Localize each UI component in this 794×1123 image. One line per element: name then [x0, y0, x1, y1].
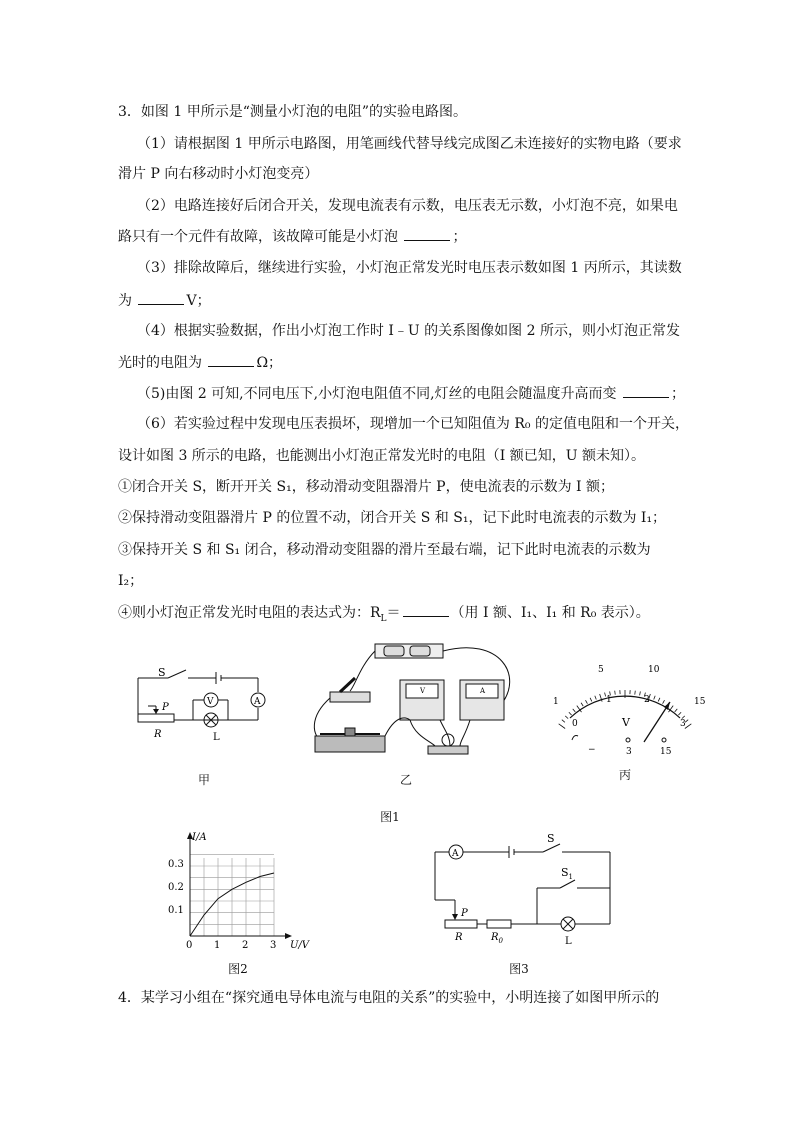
dial-tick	[685, 724, 691, 729]
label-S: S	[158, 666, 166, 679]
dial-tick	[569, 712, 572, 715]
graph-xlabel: U/V	[290, 940, 310, 951]
ammeter-label: A	[480, 687, 486, 695]
physical-circuit-yi	[300, 636, 530, 764]
svg-text:L: L	[565, 936, 572, 947]
q3-part3-line2: 为 V；	[118, 290, 211, 311]
dial-tick	[663, 700, 665, 704]
svg-text:R: R	[455, 932, 463, 943]
q3-part5: （5)由图 2 可知,不同电压下,小灯泡电阻值不同,灯丝的电阻会随温度升高而变 ；	[137, 383, 685, 404]
dial-tick	[590, 698, 592, 702]
dial-tick	[615, 691, 616, 695]
q3-step3-line1: ③保持开关 S 和 S₁ 闭合，移动滑动变阻器的滑片至最右端，记下此时电流表的示数为	[118, 542, 651, 558]
dial-tick	[565, 716, 568, 719]
q3-part2-line2: 路只有一个元件有故障，该故障可能是小灯泡 ；	[118, 226, 466, 247]
svg-text:5: 5	[598, 665, 604, 675]
q3-part4-line2: 光时的电阻为 Ω；	[118, 352, 282, 373]
svg-text:−: −	[588, 745, 596, 755]
dial-tick	[559, 724, 565, 729]
svg-text:0: 0	[572, 719, 578, 729]
q3-part6-line2: 设计如图 3 所示的电路，也能测出小灯泡正常发光时的电阻（I 额已知，U 额未知）。	[118, 448, 646, 464]
answer-blank[interactable]	[623, 383, 669, 398]
svg-text:P: P	[461, 908, 468, 919]
label-V: V	[207, 697, 214, 707]
svg-text:15: 15	[694, 697, 706, 707]
label-P: P	[162, 702, 169, 713]
q3-part2-text: 路只有一个元件有故障，该故障可能是小灯泡	[118, 229, 398, 245]
q3-part6-line1: （6）若实验过程中发现电压表损坏，现增加一个已知阻值为 R₀ 的定值电阻和一个开关，	[137, 416, 689, 432]
xtick: 0	[186, 940, 193, 951]
q3-part2-line1: （2）电路连接好后闭合开关，发现电流表有示数，电压表无示数，小灯泡不亮，如果电	[137, 198, 678, 214]
q3-title: 3．如图 1 甲所示是“测量小灯泡的电阻”的实验电路图。	[118, 104, 468, 120]
svg-text:A: A	[452, 849, 459, 859]
caption-yi: 乙	[399, 773, 412, 787]
dial-tick	[635, 691, 636, 695]
svg-text:V: V	[622, 716, 630, 729]
graph-ylabel: I/A	[192, 832, 207, 843]
q3-step3-line2: I₂；	[118, 573, 144, 589]
svg-text:S: S	[547, 832, 555, 845]
ytick: 0.3	[168, 859, 184, 870]
dial-tick	[658, 698, 660, 702]
answer-blank[interactable]	[208, 352, 254, 367]
dial-tick	[562, 720, 565, 723]
dial-tick	[654, 696, 655, 700]
dial-tick	[573, 709, 576, 712]
label-R: R	[154, 729, 162, 740]
q3-step4: ④则小灯泡正常发光时电阻的表达式为：$R_L=$ （用 I 额、I₁、I₁ 和 R₀ 表示）。	[118, 602, 650, 629]
label-L: L	[213, 732, 220, 740]
q3-part1-line2: 滑片 P 向右移动时小灯泡变亮）	[118, 166, 319, 182]
q3-part3-line1: （3）排除故障后，继续进行实验，小灯泡正常发光时电压表示数如图 1 丙所示，其读数	[137, 260, 682, 276]
caption-fig3: 图3	[509, 962, 529, 976]
q3-step1: ①闭合开关 S，断开开关 S₁，移动滑动变阻器滑片 P，使电流表的示数为 I 额；	[118, 479, 614, 495]
svg-text:3: 3	[626, 747, 632, 757]
q4-text: 4．某学习小组在“探究通电导体电流与电阻的关系”的实验中，小明连接了如图甲所示的	[118, 990, 660, 1006]
iu-graph	[162, 828, 322, 953]
caption-fig2: 图2	[228, 962, 248, 976]
answer-blank[interactable]	[403, 602, 449, 617]
caption-jia: 甲	[197, 773, 210, 787]
xtick: 1	[214, 940, 221, 951]
svg-text:15: 15	[660, 747, 672, 757]
xtick: 3	[270, 940, 277, 951]
ytick: 0.1	[168, 905, 184, 916]
svg-text:10: 10	[648, 665, 660, 675]
svg-text:2: 2	[644, 695, 650, 705]
answer-blank[interactable]	[404, 226, 450, 241]
dial-tick	[675, 709, 678, 712]
q3-part1-line1: （1）请根据图 1 甲所示电路图，用笔画线代替导线完成图乙未连接好的实物电路（要求	[137, 136, 682, 152]
dial-tick	[640, 691, 641, 695]
svg-text:1: 1	[553, 697, 559, 707]
label-S1: $S_1$	[561, 866, 574, 881]
caption-fig1: 图1	[380, 810, 400, 824]
q3-step2: ②保持滑动变阻器滑片 P 的位置不动，闭合开关 S 和 S₁，记下此时电流表的示数为 I₁；	[118, 510, 667, 526]
label-A: A	[254, 697, 261, 707]
dial-tick	[581, 703, 583, 706]
caption-bing: 丙	[618, 768, 631, 782]
circuit-diagram-fig3	[425, 832, 625, 952]
answer-blank[interactable]	[138, 290, 184, 305]
circuit-diagram-jia	[128, 648, 278, 740]
voltmeter-label: V	[420, 687, 426, 695]
dial-tick	[678, 712, 681, 715]
dial-tick	[595, 696, 596, 700]
voltmeter-dial-bing	[548, 660, 708, 760]
q3-part4-line1: （4）根据实验数据，作出小灯泡工作时 I﹣U 的关系图像如图 2 所示，则小灯泡正常发	[137, 323, 680, 339]
svg-text:3: 3	[680, 719, 686, 729]
label-R0: $R_0$	[491, 932, 503, 945]
xtick: 2	[242, 940, 249, 951]
ytick: 0.2	[168, 882, 184, 893]
svg-text:1: 1	[606, 695, 612, 705]
dial-tick	[585, 700, 587, 704]
